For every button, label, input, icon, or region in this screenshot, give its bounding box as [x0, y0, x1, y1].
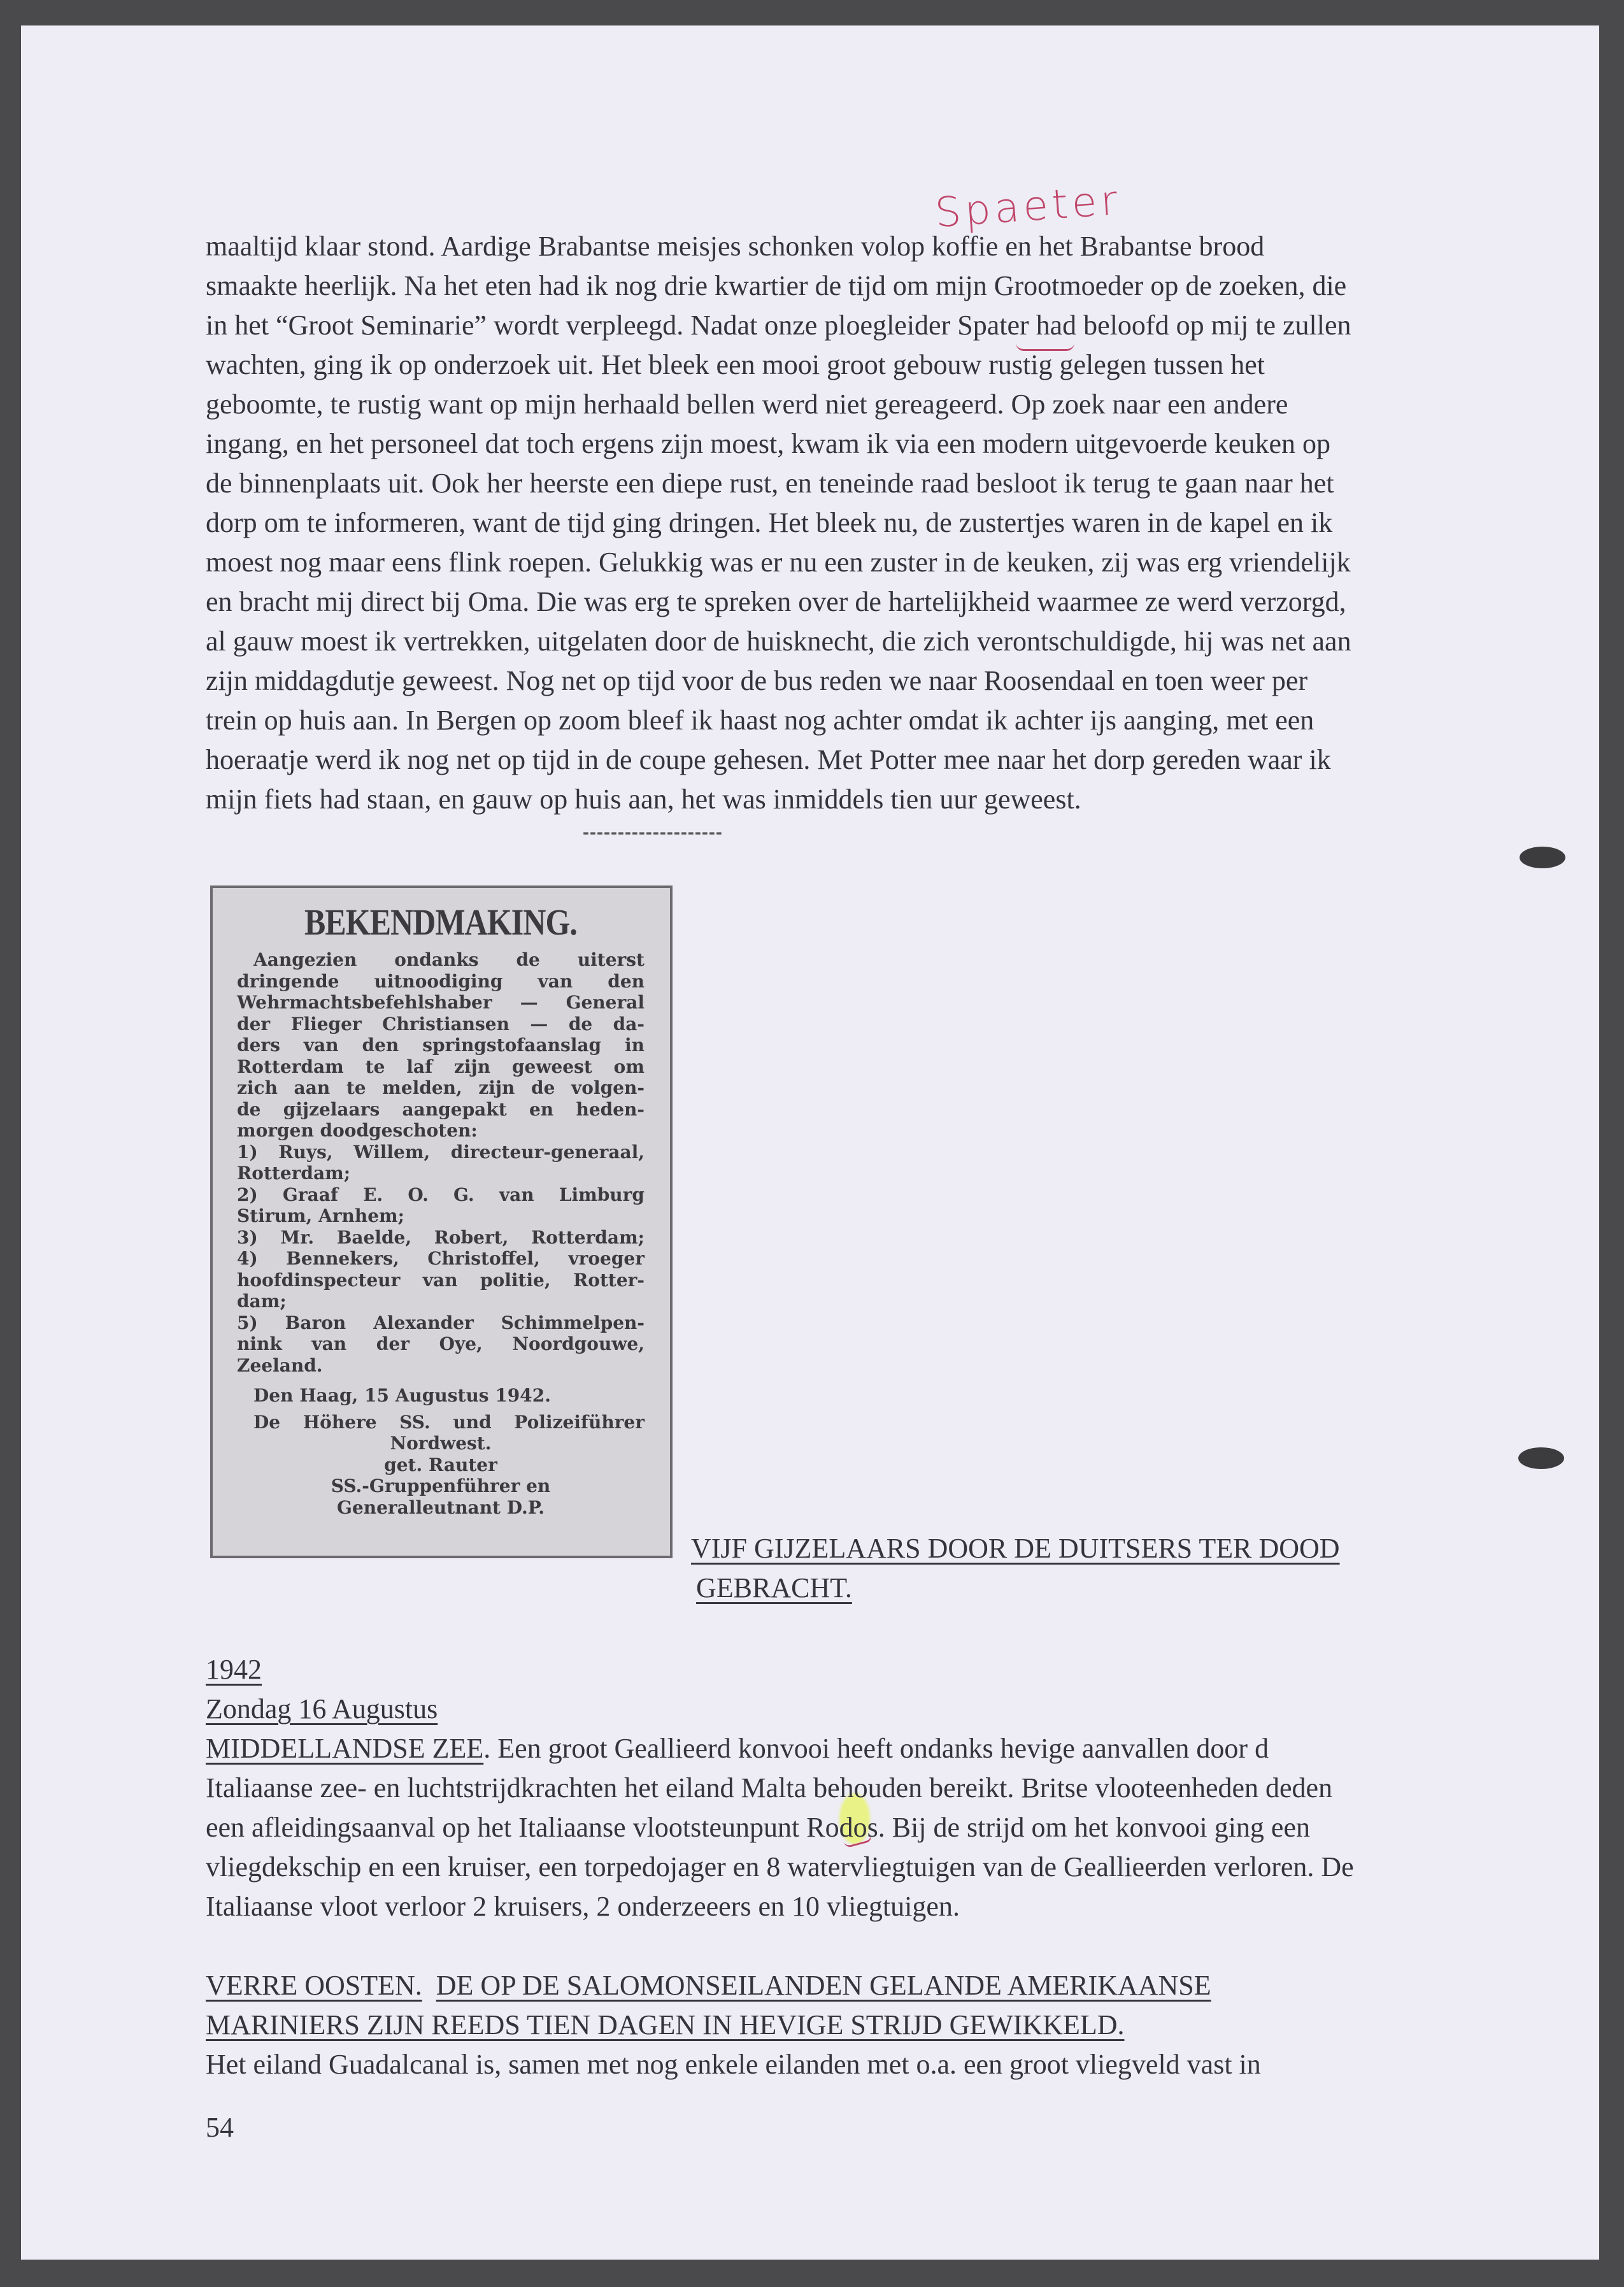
clipping-signature-line: get. Rauter: [384, 1454, 497, 1475]
story-line: al gauw moest ik vertrekken, uitgelaten door de huisknecht, die zich verontschuldigde, hij was net aan: [206, 626, 1351, 657]
clipping-line: zich aan te melden, zijn de volgen-: [237, 1077, 645, 1098]
clipping-signature-line: SS.-Gruppenführer en: [331, 1475, 551, 1496]
story-line: hoeraatje werd ik nog net op tijd in de coupe gehesen. Met Potter mee naar het dorp gereden waar ik: [206, 744, 1331, 775]
clipping-line: dringende uitnoodiging van den: [237, 970, 645, 992]
clipping-line: 1) Ruys, Willem, directeur-generaal,: [237, 1141, 645, 1163]
story-line: wachten, ging ik op onderzoek uit. Het bleek een mooi groot gebouw rustig gelegen tussen het: [206, 349, 1265, 380]
clipping-line: 5) Baron Alexander Schimmelpen-: [237, 1312, 645, 1333]
story-line: geboomte, te rustig want op mijn herhaald bellen werd niet gereageerd. Op zoek naar een andere: [206, 389, 1288, 420]
section-text: vliegdekschip en een kruiser, een torpedojager en 8 watervliegtuigen van de Geallieerden verloren. De: [206, 1851, 1354, 1882]
clipping-line: morgen doodgeschoten:: [237, 1120, 478, 1141]
clipping-line: nink van der Oye, Noordgouwe,: [237, 1333, 645, 1354]
clipping-line: 3) Mr. Baelde, Robert, Rotterdam;: [237, 1226, 645, 1248]
section-text: een afleidingsaanval op het Italiaanse vlootsteunpunt Rodos. Bij de strijd om het konvooi ging een: [206, 1812, 1310, 1843]
story-line: ingang, en het personeel dat toch ergens zijn moest, kwam ik via een modern uitgevoerde keuken op: [206, 428, 1330, 459]
story-line: en bracht mij direct bij Oma. Die was erg te spreken over de hartelijkheid waarmee ze werd verzorgd,: [206, 586, 1346, 617]
entry-year: 1942: [206, 1654, 262, 1685]
story-line: mijn fiets had staan, en gauw op huis aan, het was inmiddels tien uur geweest.: [206, 784, 1081, 815]
story-line: trein op huis aan. In Bergen op zoom bleef ik haast nog achter omdat ik achter ijs aanging, met een: [206, 705, 1314, 736]
clipping-title: BEKENDMAKING.: [304, 901, 578, 943]
clipping-line: Zeeland.: [237, 1354, 323, 1376]
story-line: maaltijd klaar stond. Aardige Brabantse meisjes schonken volop koffie en het Brabantse brood: [206, 231, 1265, 262]
story-line: de binnenplaats uit. Ook her heerste een diepe rust, en teneinde raad besloot ik terug te gaan naar het: [206, 468, 1334, 499]
entry-date: Zondag 16 Augustus: [206, 1693, 438, 1724]
clipping-line: Stirum, Arnhem;: [237, 1205, 404, 1226]
clipping-line: hoofdinspecteur van politie, Rotter-: [237, 1269, 645, 1291]
handwritten-annotation: Spaeter: [933, 176, 1123, 238]
section-text: Italiaanse zee- en luchtstrijdkrachten het eiland Malta behouden bereikt. Britse vlooteenheden deden: [206, 1772, 1333, 1803]
clipping-line: Wehrmachtsbefehlshaber — General: [237, 992, 645, 1013]
section-heading: MARINIERS ZIJN REEDS TIEN DAGEN IN HEVIGE STRIJD GEWIKKELD.: [206, 2009, 1125, 2040]
section-text: . Een groot Geallieerd konvooi heeft ondanks hevige aanvallen door d: [483, 1733, 1269, 1764]
newspaper-clipping: [210, 885, 673, 1558]
story-line: dorp om te informeren, want de tijd ging dringen. Het bleek nu, de zustertjes waren in de kapel en ik: [206, 507, 1333, 538]
clipping-line: der Flieger Christiansen — de da-: [237, 1013, 645, 1035]
clipping-line: Aangezien ondanks de uiterst: [253, 949, 645, 970]
clipping-signature-line: Generalleutnant D.P.: [337, 1496, 545, 1518]
section-label-mediterranean: MIDDELLANDSE ZEE: [206, 1733, 484, 1764]
clipping-signature-line: De Höhere SS. und Polizeiführer: [253, 1411, 645, 1433]
clipping-headline: [691, 1529, 1340, 1608]
punch-hole: [1520, 847, 1565, 868]
story-line: moest nog maar eens flink roepen. Gelukkig was er nu een zuster in de keuken, zij was erg vriendelijk: [206, 547, 1351, 578]
section-heading: DE OP DE SALOMONSEILANDEN GELANDE AMERIKAANSE: [436, 1970, 1211, 2001]
clipping-dateline: Den Haag, 15 Augustus 1942.: [253, 1385, 551, 1406]
clipping-line: dam;: [237, 1291, 287, 1312]
story-line: smaakte heerlijk. Na het eten had ik nog drie kwartier de tijd om mijn Grootmoeder op de zoeken, die: [206, 270, 1347, 301]
section-text: Italiaanse vloot verloor 2 kruisers, 2 onderzeeers en 10 vliegtuigen.: [206, 1891, 960, 1922]
clipping-line: 2) Graaf E. O. G. van Limburg: [237, 1184, 645, 1205]
clipping-line: 4) Bennekers, Christoffel, vroeger: [237, 1248, 645, 1269]
section-label-far-east: VERRE OOSTEN.: [206, 1970, 422, 2001]
headline-line: VIJF GIJZELAARS DOOR DE DUITSERS TER DOOD: [691, 1533, 1340, 1564]
story-line: in het “Groot Seminarie” wordt verpleegd. Nadat onze ploegleider Spater had beloofd op mij te zullen: [206, 310, 1351, 341]
clipping-line: ders van den springstofaanslag in: [237, 1035, 645, 1056]
clipping-line: Rotterdam te laf zijn geweest om: [237, 1056, 645, 1077]
section-text: Het eiland Guadalcanal is, samen met nog enkele eilanden met o.a. een groot vliegveld vast in: [206, 2049, 1261, 2080]
story-paragraph: [206, 227, 1454, 819]
diary-entry: [206, 1650, 1454, 2084]
clipping-signature-line: Nordwest.: [390, 1433, 492, 1454]
section-separator: --------------------: [583, 822, 723, 843]
story-line: zijn middagdutje geweest. Nog net op tijd voor de bus reden we naar Roosendaal en toen weer per: [206, 665, 1308, 696]
clipping-line: Rotterdam;: [237, 1163, 351, 1184]
punch-hole: [1518, 1447, 1564, 1469]
clipping-line: de gijzelaars aangepakt en heden-: [237, 1098, 645, 1120]
page-number: 54: [206, 2112, 234, 2143]
headline-line: GEBRACHT.: [696, 1572, 852, 1603]
